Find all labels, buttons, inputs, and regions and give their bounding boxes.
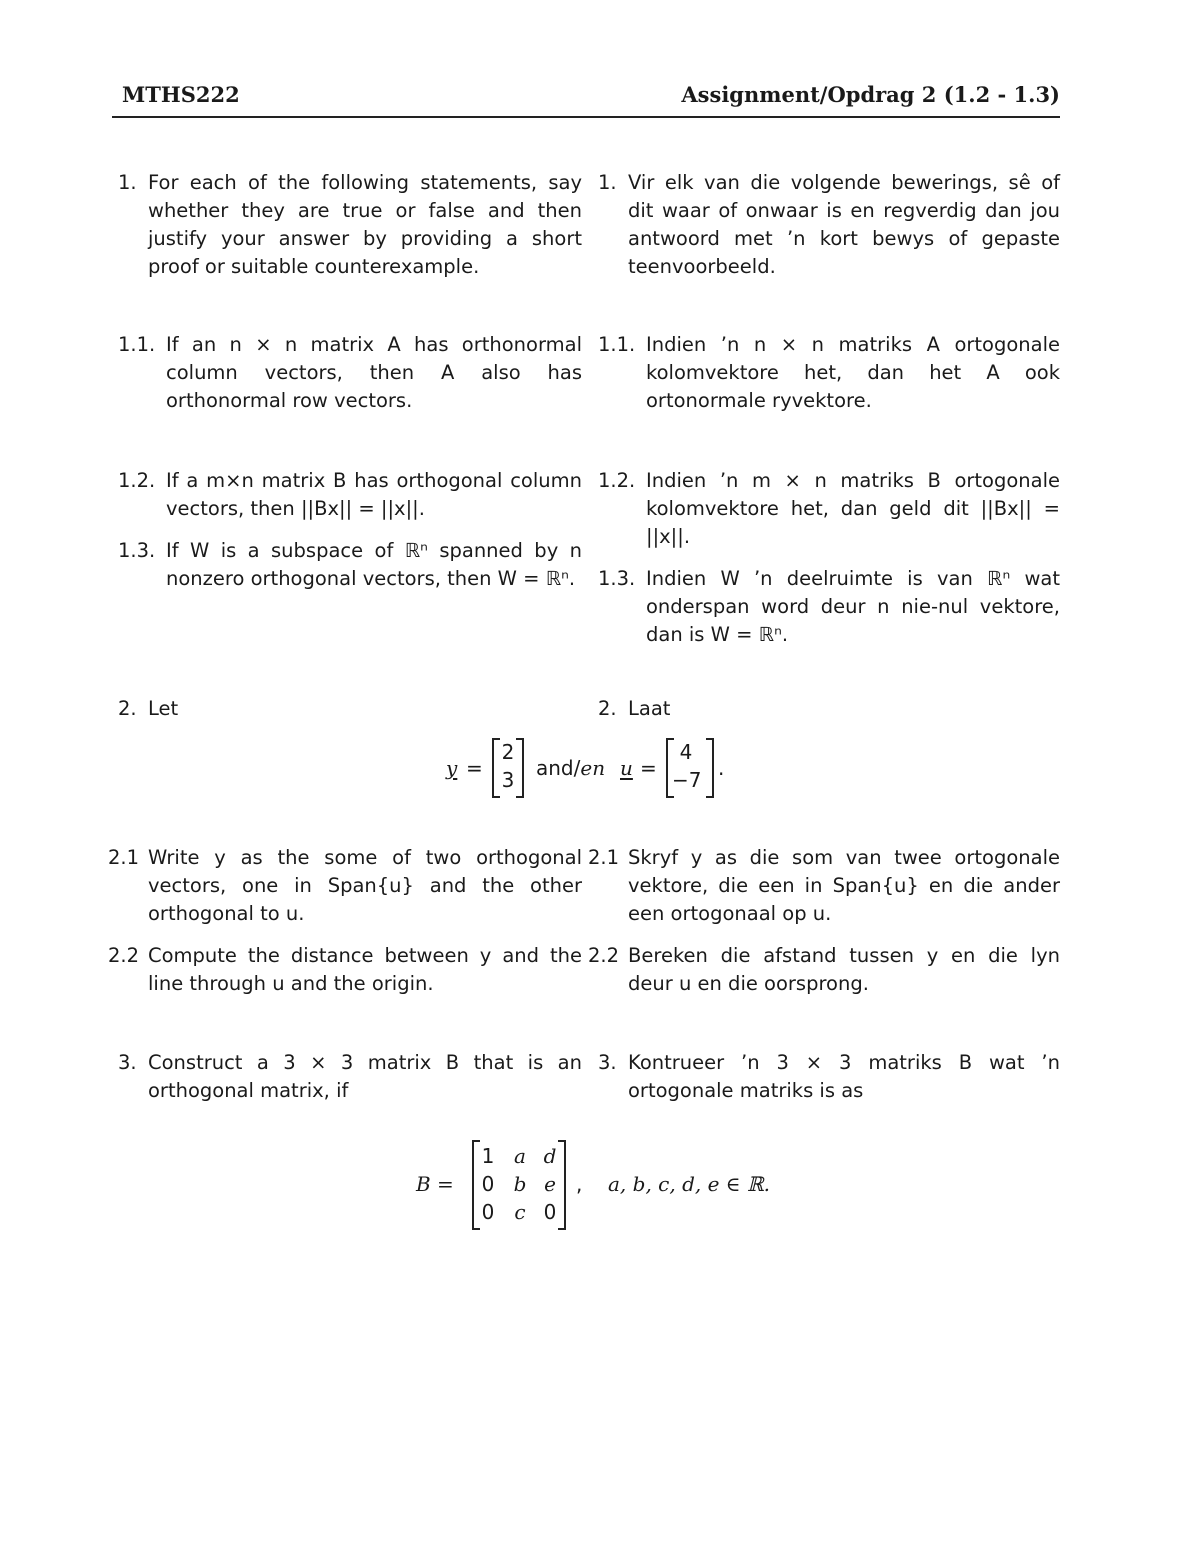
matrix-entry: e: [544, 1172, 556, 1196]
question-text: If an n × n matrix A has orthonormal column vectors, then A also has orthonormal row vectors.: [166, 333, 582, 412]
question-number: 1.: [118, 171, 137, 194]
condition: a, b, c, d, e ∈ ℝ.: [608, 1172, 770, 1196]
vector-entry: 3: [501, 768, 515, 792]
question-number: 2.1: [108, 846, 140, 869]
question-number: 1.2.: [598, 469, 636, 492]
vector-entry: −7: [672, 768, 702, 792]
matrix-entry: c: [514, 1200, 526, 1224]
question-number: 1.3.: [118, 539, 156, 562]
question-number: 1.: [598, 171, 617, 194]
question-text: Vir elk van die volgende bewerings, sê of dit waar of onwaar is en regverdig dan jou antwoord met ’n kort bewys of gepaste teenvoorbeeld.: [628, 171, 1060, 278]
conjunction: [536, 756, 605, 780]
question-text: Compute the distance between y and the line through u and the origin.: [148, 944, 582, 995]
matrix-entry: 0: [481, 1172, 495, 1196]
question-text: Skryf y as die som van twee ortogonale vektore, die een in Span{u} en die ander een ortogonaal op u.: [628, 846, 1060, 925]
matrix-entry: d: [543, 1144, 557, 1168]
question-number: 1.3.: [598, 567, 636, 590]
page-header: [112, 78, 1060, 118]
conjunction-en: and/: [536, 756, 581, 780]
question-number: 1.1.: [598, 333, 636, 356]
question-number: 2.1: [588, 846, 620, 869]
period: .: [718, 756, 725, 780]
equals-sign: =: [640, 756, 657, 780]
question-number: 3.: [598, 1051, 617, 1074]
matrix-entry: 1: [481, 1144, 495, 1168]
question-text: Write y as the some of two orthogonal vectors, one in Span{u} and the other orthogonal to u.: [148, 846, 582, 925]
u-symbol: u: [620, 756, 633, 780]
conjunction-af: en: [580, 756, 606, 780]
question-number: 3.: [118, 1051, 137, 1074]
matrix-entry: a: [514, 1144, 526, 1168]
question-text: Indien ’n n × n matriks A ortogonale kolomvektore het, dan het A ook ortonormale ryvektore.: [646, 333, 1060, 412]
question-text: Indien W ’n deelruimte is van ℝⁿ wat onderspan word deur n nie-nul vektore, dan is W = ℝⁿ.: [646, 567, 1060, 646]
vector-entry: 2: [501, 740, 515, 764]
question-number: 2.: [118, 697, 137, 720]
matrix-equation: [416, 1140, 776, 1232]
question-number: 2.: [598, 697, 617, 720]
question-text: If a m×n matrix B has orthogonal column vectors, then ||Bx|| = ||x||.: [166, 469, 582, 520]
matrix-lhs: B =: [416, 1172, 454, 1196]
matrix-entry: 0: [543, 1200, 557, 1224]
question-number: 2.2: [588, 944, 620, 967]
vector-entry: 4: [679, 740, 693, 764]
matrix-entry: b: [513, 1172, 527, 1196]
matrix-entry: 0: [481, 1200, 495, 1224]
question-text: Laat: [628, 697, 671, 720]
right-bracket: [558, 1140, 566, 1230]
question-text: Indien ’n m × n matriks B ortogonale kolomvektore het, dan geld dit ||Bx|| = ||x||.: [646, 469, 1060, 548]
question-number: 1.2.: [118, 469, 156, 492]
question-number: 1.1.: [118, 333, 156, 356]
equals-sign: =: [466, 756, 483, 780]
course-code: MTHS222: [122, 82, 240, 107]
y-symbol: y: [446, 756, 458, 780]
question-text: If W is a subspace of ℝⁿ spanned by n nonzero orthogonal vectors, then W = ℝⁿ.: [166, 539, 582, 590]
comma: ,: [576, 1172, 583, 1196]
question-text: Bereken die afstand tussen y en die lyn deur u en die oorsprong.: [628, 944, 1060, 995]
vectors-equation: [440, 738, 740, 800]
right-bracket: [516, 738, 524, 798]
question-text: Construct a 3 × 3 matrix B that is an orthogonal matrix, if: [148, 1051, 582, 1102]
assignment-title: Assignment/Opdrag 2 (1.2 - 1.3): [681, 82, 1060, 107]
question-text: For each of the following statements, say whether they are true or false and then justify your answer by providing a short proof or suitable counterexample.: [148, 171, 582, 278]
right-bracket: [706, 738, 714, 798]
question-number: 2.2: [108, 944, 140, 967]
question-text: Kontrueer ’n 3 × 3 matriks B wat ’n ortogonale matriks is as: [628, 1051, 1060, 1102]
question-text: Let: [148, 697, 179, 720]
